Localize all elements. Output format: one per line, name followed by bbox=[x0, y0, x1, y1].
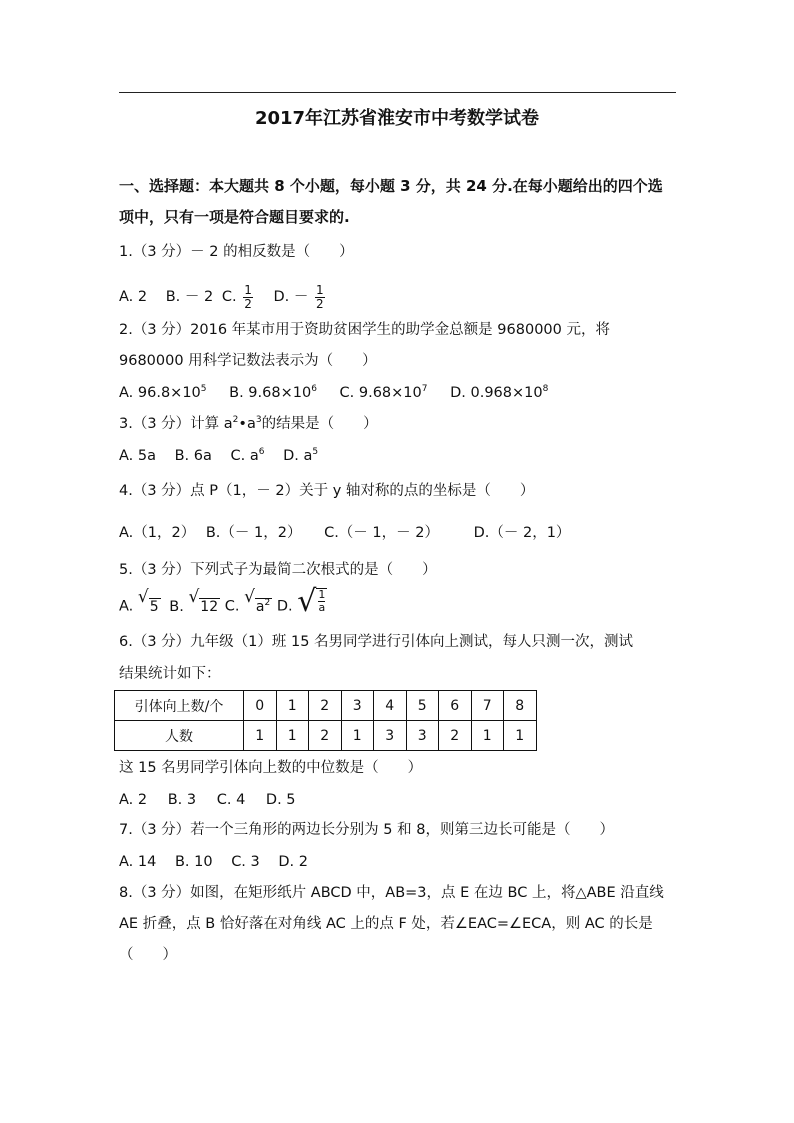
q6-options bbox=[119, 790, 296, 810]
q8-stem-line2: AE 折叠，点 B 恰好落在对角线 AC 上的点 F 处，若∠EAC=∠ECA，则 AC 的长是 bbox=[119, 916, 653, 932]
q1-option-b: B. － 2 bbox=[165, 289, 214, 305]
q3-option-c: C. $a^6$ bbox=[230, 447, 265, 464]
q5-option-b-radical: √12 bbox=[188, 586, 219, 615]
table-cell: 1 bbox=[504, 721, 537, 751]
q1-option-d-fraction bbox=[315, 284, 325, 311]
q2-option-b: B. $9.68\times 10^6$ bbox=[229, 384, 317, 401]
table-cell: 0 bbox=[244, 691, 277, 721]
q5-option-b-label: B. bbox=[169, 598, 184, 615]
q4-options bbox=[119, 523, 570, 543]
q1-option-d-denominator: 2 bbox=[315, 296, 324, 311]
table-cell: 1 bbox=[341, 721, 374, 751]
table-row bbox=[115, 721, 537, 751]
table-row-header: 引体向上数/个 bbox=[115, 691, 244, 721]
table-cell: 3 bbox=[374, 721, 407, 751]
table-cell: 1 bbox=[471, 721, 504, 751]
q2-stem-line2: 9680000 用科学记数法表示为（ ） bbox=[119, 353, 377, 369]
q5-options bbox=[119, 584, 327, 625]
q3-option-d: D. $a^5$ bbox=[283, 447, 319, 464]
q4-option-a: A.（1，2） bbox=[119, 525, 196, 541]
q1-stem: 1.（3 分）－ 2 的相反数是（ ） bbox=[119, 244, 354, 260]
q1-option-c-fraction bbox=[243, 284, 253, 311]
q1-option-a: A. 2 bbox=[119, 289, 148, 305]
table-cell: 3 bbox=[406, 721, 439, 751]
q8-stem-line3: （ ） bbox=[119, 947, 177, 963]
table-cell: 2 bbox=[439, 721, 472, 751]
q8-stem-line1: 8.（3 分）如图，在矩形纸片 ABCD 中，AB=3，点 E 在边 BC 上，将△ABE 沿直线 bbox=[119, 885, 664, 901]
table-cell: 2 bbox=[309, 721, 342, 751]
q7-option-b: B. 10 bbox=[174, 854, 213, 870]
q5-option-a-radical: √5 bbox=[137, 586, 159, 615]
q4-option-c: C.（－ 1，－ 2） bbox=[324, 525, 439, 541]
table-cell: 2 bbox=[309, 691, 342, 721]
q7-option-c: C. 3 bbox=[231, 854, 260, 870]
q2-option-c: C. $9.68\times 10^7$ bbox=[339, 384, 428, 401]
q7-option-a: A. 14 bbox=[119, 854, 157, 870]
q6-option-b: B. 3 bbox=[167, 792, 197, 808]
table-cell: 7 bbox=[471, 691, 504, 721]
q2-options bbox=[119, 383, 548, 403]
q1-option-c-denominator: 2 bbox=[244, 296, 252, 311]
q1-option-d-numerator: 1 bbox=[315, 282, 324, 297]
q4-option-d: D.（－ 2，1） bbox=[473, 525, 571, 541]
q6-option-a: A. 2 bbox=[119, 792, 148, 808]
q2-stem-line1: 2.（3 分）2016 年某市用于资助贫困学生的助学金总额是 9680000 元，将 bbox=[119, 322, 610, 338]
q5-option-d-radical: √ $\frac{1}{a}$ bbox=[297, 584, 326, 619]
table-cell: 3 bbox=[341, 691, 374, 721]
q6-stem-line2: 结果统计如下： bbox=[119, 666, 221, 682]
q2-option-d: D. $0.968\times 10^8$ bbox=[450, 384, 549, 401]
table-cell: 6 bbox=[439, 691, 472, 721]
q5-stem: 5.（3 分）下列式子为最简二次根式的是（ ） bbox=[119, 562, 437, 578]
q6-stem-line1: 6.（3 分）九年级（1）班 15 名男同学进行引体向上测试，每人只测一次，测试 bbox=[119, 634, 634, 650]
q7-option-d: D. 2 bbox=[278, 854, 308, 870]
q5-option-a-label: A. bbox=[119, 598, 134, 615]
section-heading-line2: 项中，只有一项是符合题目要求的. bbox=[119, 208, 350, 226]
q5-option-d-label: D. bbox=[276, 598, 293, 615]
header-rule bbox=[119, 92, 676, 93]
q1-option-d-label: D. － bbox=[273, 289, 309, 305]
q4-option-b: B.（－ 1，2） bbox=[205, 525, 302, 541]
q6-question: 这 15 名男同学引体向上数的中位数是（ ） bbox=[119, 760, 423, 776]
q5-option-c-label: C. bbox=[224, 598, 240, 615]
q6-option-d: D. 5 bbox=[265, 792, 296, 808]
table-row bbox=[115, 691, 537, 721]
q4-stem: 4.（3 分）点 P（1，－ 2）关于 y 轴对称的点的坐标是（ ） bbox=[119, 483, 535, 499]
q3-options bbox=[119, 446, 318, 466]
q5-option-c-radical: $√a^2$ bbox=[244, 586, 271, 615]
q3-option-a: A. 5a bbox=[119, 448, 156, 464]
q1-option-c-label: C. bbox=[221, 289, 237, 305]
table-cell: 1 bbox=[276, 721, 309, 751]
table-cell: 1 bbox=[244, 721, 277, 751]
q7-options bbox=[119, 852, 308, 872]
table-cell: 4 bbox=[374, 691, 407, 721]
q3-stem: 3.（3 分）计算 $a^2•a^3$的结果是（ ） bbox=[119, 415, 378, 432]
table-cell: 5 bbox=[406, 691, 439, 721]
section-heading-line1: 一、选择题：本大题共 8 个小题，每小题 3 分，共 24 分.在每小题给出的四个选 bbox=[119, 177, 663, 195]
q2-option-a: A. $96.8\times 10^5$ bbox=[119, 384, 207, 401]
table-cell: 8 bbox=[504, 691, 537, 721]
q3-option-b: B. 6a bbox=[174, 448, 212, 464]
table-row-header: 人数 bbox=[115, 721, 244, 751]
q1-options bbox=[119, 280, 327, 314]
q6-results-table bbox=[114, 690, 537, 751]
q7-stem: 7.（3 分）若一个三角形的两边长分别为 5 和 8，则第三边长可能是（ ） bbox=[119, 822, 614, 838]
q6-option-c: C. 4 bbox=[216, 792, 246, 808]
table-cell: 1 bbox=[276, 691, 309, 721]
page-title: 2017年江苏省淮安市中考数学试卷 bbox=[254, 108, 540, 129]
q1-option-c-numerator: 1 bbox=[244, 282, 252, 297]
